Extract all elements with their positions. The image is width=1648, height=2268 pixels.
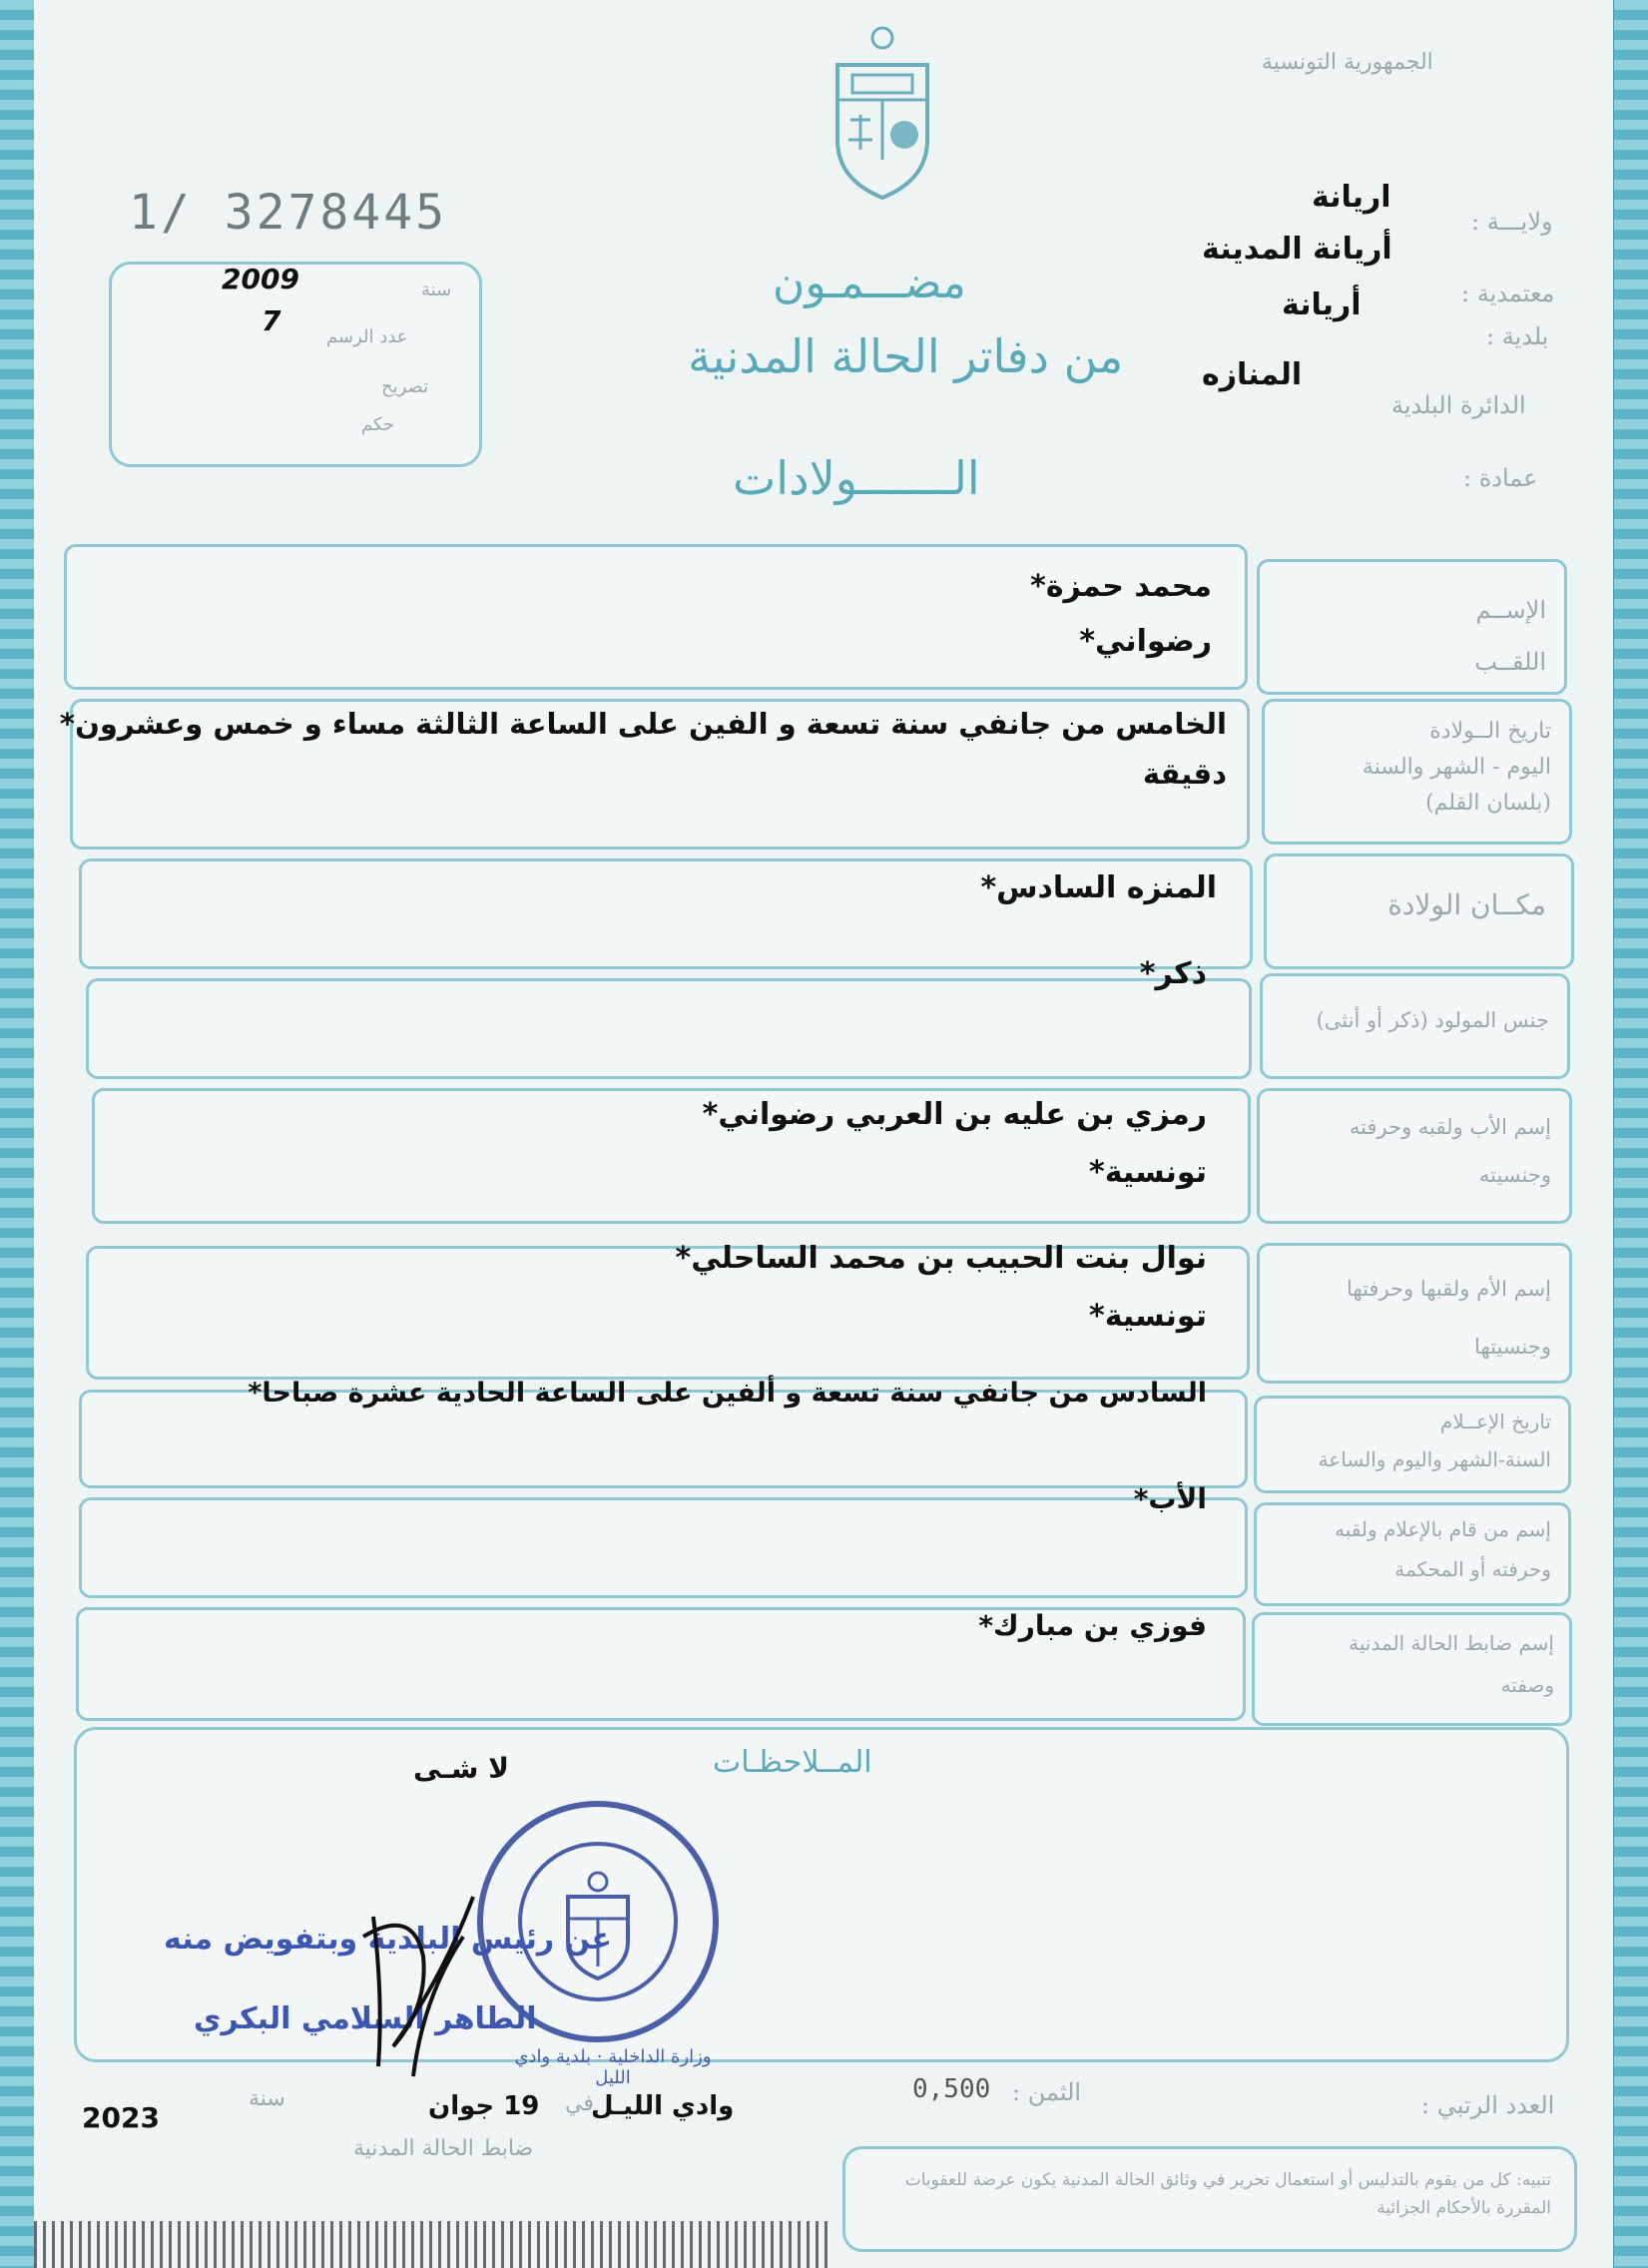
footer-ref-label: العدد الرتبي : xyxy=(1421,2091,1555,2119)
row-declarant-value: الأب* xyxy=(1133,1482,1207,1515)
right-border xyxy=(1614,0,1648,2268)
row-birth-date-label: تاريخ الــولادة اليوم - الشهر والسنة (بلسان القلم) xyxy=(1362,719,1551,816)
row-father-value: رمزي بن عليه بن العربي رضواني* تونسية* xyxy=(702,1097,1207,1190)
footer-year: 2023 xyxy=(82,2101,160,2134)
row-declaration-date-value: السادس من جانفي سنة تسعة و ألفين على الساعة الحادية عشرة صباحا* xyxy=(248,1378,1207,1409)
register-label-declaration: تصريح xyxy=(381,376,429,397)
seal-text: وزارة الداخلية · بلدية وادي الليل xyxy=(514,2046,712,2088)
register-label-number: عدد الرسم xyxy=(326,326,408,347)
row-birth-place-value: المنزه السادس* xyxy=(980,870,1217,905)
republic-header: الجمهورية التونسية xyxy=(1262,50,1433,75)
row-sex-label: جنس المولود (ذكر أو أنثى) xyxy=(1316,1008,1549,1032)
label-daira: الدائرة البلدية xyxy=(1391,391,1526,419)
scan-edge-strip xyxy=(34,2221,832,2268)
section-births: الـــــــولادات xyxy=(733,451,980,505)
handwritten-signature-icon xyxy=(353,1877,503,2086)
value-daira: المنازه xyxy=(1202,357,1303,392)
register-box xyxy=(109,262,482,467)
row-name-label: الإســم اللقــب xyxy=(1474,596,1546,676)
value-motamadia: أريانة المدينة xyxy=(1202,232,1392,267)
register-label-judgment: حكم xyxy=(361,414,395,435)
footer-year-label: سنة xyxy=(249,2086,285,2111)
row-sex-value-box xyxy=(86,978,1252,1079)
title-madmoun: مضـــمـون xyxy=(773,258,966,308)
tunisia-emblem-icon xyxy=(823,20,942,205)
signature-line2: الطاهر السلامي البكري xyxy=(194,2001,537,2036)
footer-notice: تنبيه: كل من يقوم بالتدليس أو استعمال تحرير في وثائق الحالة المدنية يكون عرضة للعقوبات المقررة بالأحكام الجزائية xyxy=(904,2170,1551,2218)
footer-place: وادي الليـل xyxy=(591,2091,735,2121)
footer-date: 19 جوان xyxy=(428,2091,540,2121)
row-birth-date-value: الخامس من جانفي سنة تسعة و الفين على الساعة الثالثة مساء و خمس وعشرون* دقيقة xyxy=(59,707,1227,791)
row-registrar-value: فوزي بن مبارك* xyxy=(978,1609,1207,1642)
row-mother-label: إسم الأم ولقبها وحرفتها وجنسيتها xyxy=(1347,1277,1551,1359)
register-number: 7 xyxy=(262,304,281,337)
row-mother-value: نوال بنت الحبيب بن محمد الساحلي* تونسية* xyxy=(675,1241,1207,1334)
value-baladia: أريانة xyxy=(1282,287,1362,322)
label-imada: عمادة : xyxy=(1463,464,1538,492)
label-motamadia: معتمدية : xyxy=(1461,280,1555,307)
label-wilaya: ولايـــة : xyxy=(1471,208,1553,236)
row-father-label: إسم الأب ولقبه وحرفته وجنسيته xyxy=(1349,1115,1551,1187)
footer-official: ضابط الحالة المدنية xyxy=(353,2136,534,2161)
title-civil-registers: من دفاتر الحالة المدنية xyxy=(688,329,1124,383)
label-baladia: بلدية : xyxy=(1486,322,1549,350)
birth-certificate xyxy=(34,0,1613,2268)
register-year: 2009 xyxy=(222,263,299,295)
row-name-value: محمد حمزة* رضواني* xyxy=(1030,569,1212,659)
remarks-value: لا شـى xyxy=(413,1752,510,1785)
footer-price: 0,500 xyxy=(912,2074,991,2104)
footer-price-label: الثمن : xyxy=(1012,2078,1082,2106)
left-border xyxy=(0,0,34,2268)
signature-line1: عن رئيس البلدية وبتفويض منه xyxy=(164,1922,613,1957)
register-label-year: سنة xyxy=(421,280,452,300)
row-sex-value: ذكر* xyxy=(1139,956,1207,991)
row-declaration-date-label: تاريخ الإعــلام السنة-الشهر واليوم والساعة xyxy=(1318,1410,1551,1471)
value-wilaya: اريانة xyxy=(1312,180,1391,215)
serial-number: 1/ 3278445 xyxy=(129,185,447,241)
row-birth-place-label: مكــان الولادة xyxy=(1387,888,1546,921)
row-registrar-label: إسم ضابط الحالة المدنية وصفته xyxy=(1349,1631,1554,1697)
remarks-label: المــلاحظـات xyxy=(713,1745,872,1780)
row-declarant-label: إسم من قام بالإعلام ولقبه وحرفته أو المحكمة xyxy=(1335,1517,1551,1581)
footer-date-prefix: في xyxy=(565,2091,594,2116)
